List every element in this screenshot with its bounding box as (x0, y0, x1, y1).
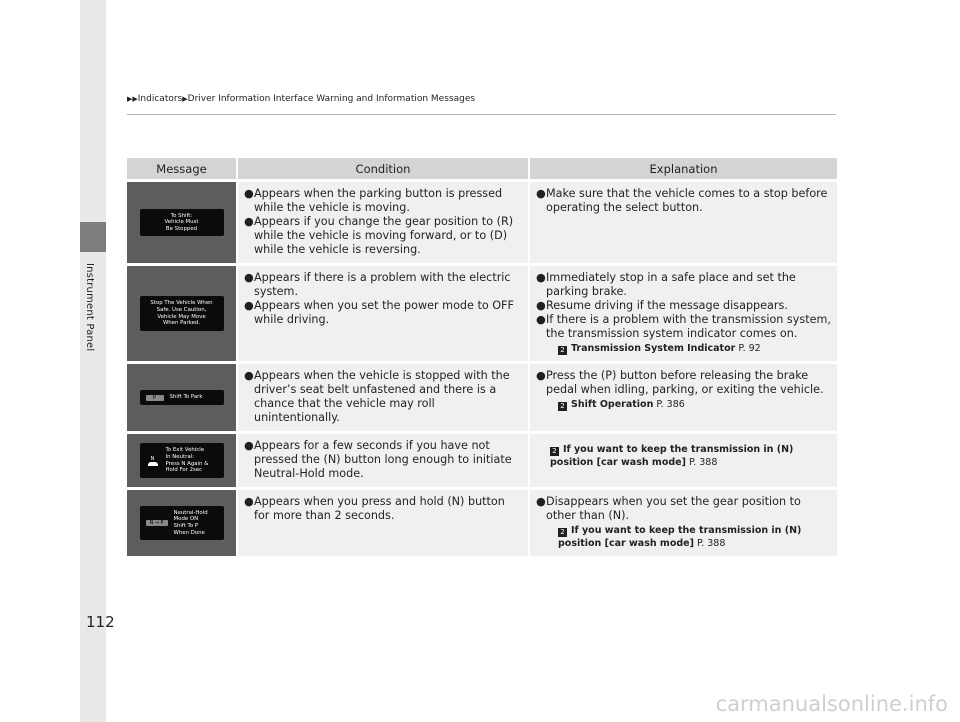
reference-arrow-icon: 2 (550, 447, 559, 456)
page-number: 112 (86, 613, 115, 631)
neutral-label: N (150, 455, 155, 462)
condition-text: Appears if there is a problem with the electric system. (254, 271, 511, 298)
screen-line: Stop The Vehicle When (150, 300, 213, 307)
message-screen (140, 209, 224, 237)
reference-title: Shift Operation (571, 399, 654, 410)
screen-text (166, 447, 209, 473)
explanation-text: Resume driving if the message disappears. (546, 299, 788, 312)
side-label: Instrument Panel (84, 263, 95, 352)
screen-line: Mode ON (173, 516, 199, 523)
message-cell (127, 364, 238, 431)
message-cell (127, 182, 238, 263)
explanation-text: Immediately stop in a safe place and set the parking brake. (546, 271, 796, 298)
message-screen (140, 296, 224, 330)
reference-title: Transmission System Indicator (571, 343, 736, 354)
screen-text (174, 510, 208, 536)
condition-text: Appears for a few seconds if you have not pressed the (N) button long enough to initiate Neutral-Hold mode. (254, 439, 512, 480)
screen-line: Shift To P (173, 523, 199, 529)
reference-page: P. 386 (656, 399, 685, 410)
reference-page: P. 92 (738, 343, 761, 354)
condition-cell: ● Appears if there is a problem with the electric system. ● Appears when you set the power mode to OFF while driving. (238, 266, 530, 361)
explanation-cell (530, 434, 837, 487)
condition-text: Appears when you set the power mode to OFF while driving. (254, 299, 514, 326)
explanation-text: If there is a problem with the transmission system, the transmission system indicator comes on. (546, 313, 831, 340)
header-explanation: Explanation (530, 158, 837, 179)
screen-line: Vehicle May Move (157, 313, 206, 320)
screen-line: When Done (173, 529, 205, 536)
breadcrumb-section[interactable]: Indicators (137, 94, 183, 104)
explanation-text: Disappears when you set the gear position to other than (N). (546, 495, 801, 522)
table-row (127, 266, 837, 361)
car-wash-icon (146, 454, 160, 468)
table-row (127, 182, 837, 263)
message-cell (127, 490, 238, 556)
message-screen (140, 506, 224, 540)
explanation-cell: ● Press the (P) button before releasing the brake pedal when idling, parking, or exiting the vehicle. 2 Shift Operation P. 386 (530, 364, 837, 431)
screen-line: In Neutral: (165, 453, 194, 460)
condition-cell: ● Appears when you press and hold (N) button for more than 2 seconds. (238, 490, 530, 556)
reference-arrow-icon: 2 (558, 402, 567, 411)
condition-text: Appears if you change the gear position to (R) while the vehicle is moving forward, or to (D) while the vehicle is reversing. (254, 215, 514, 256)
breadcrumb (127, 94, 475, 104)
reference-arrow-icon: 2 (558, 528, 567, 537)
explanation-cell: ● Make sure that the vehicle comes to a stop before operating the select button. (530, 182, 837, 263)
breadcrumb-triangle-icon: ▶ (182, 95, 188, 103)
reference-page: P. 388 (688, 457, 718, 468)
reference-title: If you want to keep the transmission in (N) position [car wash mode] (558, 525, 802, 549)
reference-arrow-icon: 2 (558, 346, 567, 355)
screen-line: Hold For 2sec (165, 467, 203, 474)
header-condition: Condition (238, 158, 530, 179)
condition-cell: ● Appears when the vehicle is stopped with the driver’s seat belt unfastened and there is a chance that the vehicle may roll unintentionally. (238, 364, 530, 431)
screen-line: Neutral-Hold (173, 509, 208, 516)
message-cell (127, 434, 238, 487)
neutral-to-park-icon: N → P (146, 520, 168, 526)
messages-table (127, 158, 837, 556)
explanation-text: Make sure that the vehicle comes to a stop before operating the select button. (546, 187, 828, 214)
park-gear-icon: P (146, 395, 164, 401)
explanation-text: Press the (P) button before releasing the brake pedal when idling, parking, or exiting the vehicle. (546, 369, 824, 396)
cross-reference-link[interactable] (536, 342, 831, 355)
screen-line: Be Stopped (165, 225, 198, 232)
explanation-cell: ● Immediately stop in a safe place and set the parking brake. ● Resume driving if the message disappears. ● If there is a problem with the transmission system, the transmission system indicator comes on. 2 Transmission System Indicator P. 92 (530, 266, 837, 361)
condition-text: Appears when the vehicle is stopped with the driver’s seat belt unfastened and there is a chance that the vehicle may roll unintentionally. (254, 369, 510, 424)
header-message: Message (127, 158, 238, 179)
screen-line: Shift To Park (169, 394, 203, 401)
screen-line: Press N Again & (165, 460, 209, 467)
condition-text: Appears when you press and hold (N) button for more than 2 seconds. (254, 495, 505, 522)
cross-reference-link[interactable] (536, 524, 831, 550)
screen-line: When Parked. (162, 320, 201, 327)
watermark: carmanualsonline.info (715, 692, 948, 716)
header-rule (127, 114, 836, 115)
breadcrumb-triangle-icon: ▶▶ (127, 95, 138, 103)
side-tab-marker (80, 222, 106, 252)
breadcrumb-page: Driver Information Interface Warning and Information Messages (187, 94, 476, 104)
screen-line: To Exit Vehicle (165, 447, 205, 454)
message-screen (140, 443, 224, 477)
table-row (127, 434, 837, 487)
message-cell (127, 266, 238, 361)
explanation-cell: ● Disappears when you set the gear position to other than (N). 2 If you want to keep the transmission in (N) position [car wash mode] P. 388 (530, 490, 837, 556)
table-row (127, 364, 837, 431)
cross-reference-link[interactable] (536, 398, 831, 411)
condition-cell: ● Appears when the parking button is pressed while the vehicle is moving. ● Appears if you change the gear position to (R) while the vehicle is moving forward, or to (D) while the vehicle is reversing. (238, 182, 530, 263)
reference-page: P. 388 (696, 538, 726, 549)
screen-line: Vehicle Must (164, 219, 199, 226)
condition-text: Appears when the parking button is pressed while the vehicle is moving. (254, 187, 503, 214)
condition-cell: ● Appears for a few seconds if you have not pressed the (N) button long enough to initiate Neutral-Hold mode. (238, 434, 530, 487)
message-screen (140, 390, 224, 405)
screen-line: To Shift: (170, 212, 193, 219)
cross-reference-link[interactable] (536, 443, 831, 469)
table-row (127, 490, 837, 556)
screen-line: Safe. Use Caution, (156, 306, 207, 313)
reference-title: If you want to keep the transmission in (N) position [car wash mode] (550, 444, 794, 468)
